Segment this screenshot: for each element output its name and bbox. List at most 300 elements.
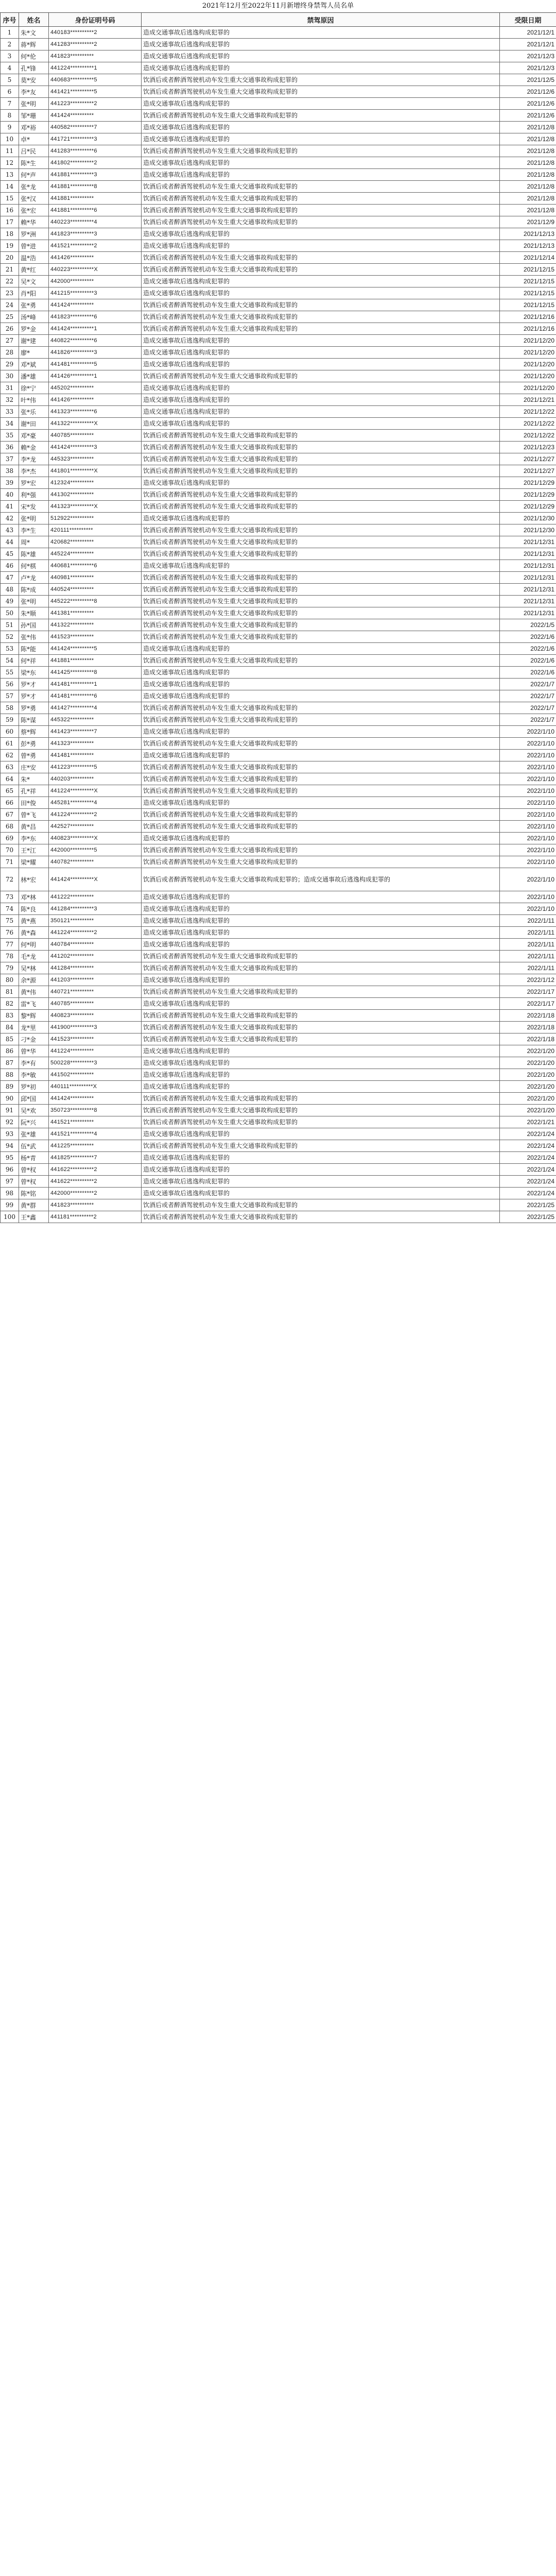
table-row [1, 193, 556, 205]
table-row [1, 915, 556, 927]
cell-date: 2021/12/5 [500, 74, 556, 86]
cell-name: 吴*文 [19, 276, 49, 287]
cell-date: 2021/12/29 [500, 501, 556, 513]
table-row [1, 240, 556, 252]
cell-name: 吴*林 [19, 962, 49, 974]
cell-name: 蒋*辉 [19, 39, 49, 50]
cell-date: 2021/12/13 [500, 228, 556, 240]
cell-seq: 2 [1, 39, 19, 50]
cell-reason: 造成交通事故后逃逸构成犯罪的 [142, 27, 500, 39]
table-row [1, 1093, 556, 1105]
cell-seq: 92 [1, 1116, 19, 1128]
cell-reason: 饮酒后或者醉酒驾驶机动车发生重大交通事故构成犯罪的 [142, 607, 500, 619]
cell-date: 2022/1/10 [500, 785, 556, 797]
cell-id-number: 440111**********X [49, 1081, 142, 1093]
cell-reason: 造成交通事故后逃逸构成犯罪的 [142, 643, 500, 655]
cell-seq: 6 [1, 86, 19, 98]
cell-reason: 造成交通事故后逃逸构成犯罪的 [142, 998, 500, 1010]
cell-reason: 造成交通事故后逃逸构成犯罪的 [142, 667, 500, 679]
cell-date: 2022/1/6 [500, 655, 556, 667]
cell-name: 邹*珊 [19, 110, 49, 122]
cell-seq: 88 [1, 1069, 19, 1081]
cell-seq: 34 [1, 418, 19, 430]
cell-id-number: 441801**********X [49, 465, 142, 477]
cell-name: 张*明 [19, 596, 49, 607]
cell-seq: 62 [1, 750, 19, 761]
cell-id-number: 441225********** [49, 1140, 142, 1152]
cell-reason: 饮酒后或者醉酒驾驶机动车发生重大交通事故构成犯罪的 [142, 655, 500, 667]
cell-date: 2022/1/24 [500, 1152, 556, 1164]
cell-name: 黄*群 [19, 1199, 49, 1211]
cell-date: 2022/1/10 [500, 809, 556, 821]
cell-seq: 7 [1, 98, 19, 110]
cell-reason: 造成交通事故后逃逸构成犯罪的 [142, 1045, 500, 1057]
table-row [1, 276, 556, 287]
cell-reason: 造成交通事故后逃逸构成犯罪的 [142, 679, 500, 690]
table-row [1, 761, 556, 773]
cell-id-number: 441802**********2 [49, 157, 142, 169]
cell-name: 庄*安 [19, 761, 49, 773]
cell-reason: 造成交通事故后逃逸构成犯罪的 [142, 98, 500, 110]
cell-date: 2021/12/8 [500, 122, 556, 133]
cell-name: 李*有 [19, 1057, 49, 1069]
cell-reason: 饮酒后或者醉酒驾驶机动车发生重大交通事故构成犯罪的 [142, 572, 500, 584]
cell-date: 2022/1/11 [500, 915, 556, 927]
cell-date: 2021/12/31 [500, 548, 556, 560]
table-row [1, 181, 556, 193]
cell-name: 罗*宏 [19, 477, 49, 489]
table-row [1, 86, 556, 98]
table-row [1, 951, 556, 962]
cell-date: 2022/1/10 [500, 891, 556, 903]
cell-date: 2022/1/7 [500, 702, 556, 714]
cell-date: 2022/1/20 [500, 1069, 556, 1081]
cell-seq: 86 [1, 1045, 19, 1057]
cell-name: 林*宏 [19, 868, 49, 891]
table-header [1, 13, 556, 27]
header-row [1, 13, 556, 27]
cell-name: 张*龙 [19, 181, 49, 193]
cell-seq: 83 [1, 1010, 19, 1022]
cell-id-number: 441424********** [49, 1093, 142, 1105]
cell-date: 2021/12/27 [500, 453, 556, 465]
cell-seq: 66 [1, 797, 19, 809]
cell-seq: 68 [1, 821, 19, 833]
cell-name: 李*杰 [19, 465, 49, 477]
cell-reason: 造成交通事故后逃逸构成犯罪的 [142, 974, 500, 986]
table-row [1, 1188, 556, 1199]
cell-reason: 饮酒后或者醉酒驾驶机动车发生重大交通事故构成犯罪的 [142, 489, 500, 501]
cell-name: 孔*祥 [19, 785, 49, 797]
cell-reason: 饮酒后或者醉酒驾驶机动车发生重大交通事故构成犯罪的 [142, 1105, 500, 1116]
table-row [1, 110, 556, 122]
cell-id-number: 420111********** [49, 524, 142, 536]
cell-name: 蔡*辉 [19, 726, 49, 738]
cell-name: 罗*洲 [19, 228, 49, 240]
cell-id-number: 500228**********3 [49, 1057, 142, 1069]
table-row [1, 1081, 556, 1093]
cell-seq: 81 [1, 986, 19, 998]
table-row [1, 702, 556, 714]
cell-name: 何*明 [19, 939, 49, 951]
cell-date: 2022/1/18 [500, 1033, 556, 1045]
table-row [1, 169, 556, 181]
cell-reason: 造成交通事故后逃逸构成犯罪的 [142, 477, 500, 489]
cell-id-number: 441322**********X [49, 418, 142, 430]
cell-date: 2021/12/31 [500, 572, 556, 584]
cell-seq: 56 [1, 679, 19, 690]
cell-reason: 饮酒后或者醉酒驾驶机动车发生重大交通事故构成犯罪的 [142, 311, 500, 323]
cell-seq: 98 [1, 1188, 19, 1199]
cell-id-number: 441224**********2 [49, 927, 142, 939]
table-row [1, 1022, 556, 1033]
cell-id-number: 441222********** [49, 891, 142, 903]
cell-date: 2022/1/24 [500, 1164, 556, 1176]
cell-name: 李*东 [19, 833, 49, 844]
cell-seq: 12 [1, 157, 19, 169]
cell-name: 梁*东 [19, 667, 49, 679]
cell-seq: 94 [1, 1140, 19, 1152]
cell-name: 毛*龙 [19, 951, 49, 962]
cell-id-number: 441881**********6 [49, 205, 142, 216]
table-row [1, 962, 556, 974]
cell-id-number: 441622**********2 [49, 1176, 142, 1188]
cell-date: 2021/12/8 [500, 181, 556, 193]
table-row [1, 477, 556, 489]
table-row [1, 797, 556, 809]
cell-seq: 80 [1, 974, 19, 986]
cell-id-number: 441825**********7 [49, 1152, 142, 1164]
cell-seq: 22 [1, 276, 19, 287]
cell-seq: 47 [1, 572, 19, 584]
cell-name: 何*棋 [19, 560, 49, 572]
cell-id-number: 440524********** [49, 584, 142, 596]
cell-seq: 17 [1, 216, 19, 228]
cell-seq: 46 [1, 560, 19, 572]
cell-id-number: 441521********** [49, 1116, 142, 1128]
cell-id-number: 441721**********3 [49, 133, 142, 145]
cell-reason: 饮酒后或者醉酒驾驶机动车发生重大交通事故构成犯罪的；造成交通事故后逃逸构成犯罪的 [142, 868, 500, 891]
cell-reason: 造成交通事故后逃逸构成犯罪的 [142, 240, 500, 252]
table-row [1, 157, 556, 169]
cell-reason: 造成交通事故后逃逸构成犯罪的 [142, 228, 500, 240]
cell-seq: 33 [1, 406, 19, 418]
cell-name: 叶*伟 [19, 394, 49, 406]
cell-reason: 饮酒后或者醉酒驾驶机动车发生重大交通事故构成犯罪的 [142, 1199, 500, 1211]
cell-date: 2021/12/31 [500, 596, 556, 607]
cell-name: 李*生 [19, 524, 49, 536]
table-row [1, 690, 556, 702]
cell-id-number: 441481**********6 [49, 690, 142, 702]
cell-date: 2022/1/10 [500, 903, 556, 915]
cell-id-number: 442527********** [49, 821, 142, 833]
cell-name: 朱* [19, 773, 49, 785]
table-row [1, 27, 556, 39]
cell-name: 罗*金 [19, 323, 49, 335]
cell-seq: 51 [1, 619, 19, 631]
cell-date: 2021/12/30 [500, 524, 556, 536]
cell-id-number: 440785********** [49, 430, 142, 442]
cell-seq: 30 [1, 370, 19, 382]
cell-name: 陈*铭 [19, 1188, 49, 1199]
cell-reason: 造成交通事故后逃逸构成犯罪的 [142, 1057, 500, 1069]
table-row [1, 868, 556, 891]
cell-id-number: 441521**********2 [49, 240, 142, 252]
header-date: 受限日期 [500, 13, 556, 27]
cell-id-number: 441224********** [49, 1045, 142, 1057]
cell-id-number: 440681**********6 [49, 560, 142, 572]
header-id: 身份证明号码 [49, 13, 142, 27]
cell-reason: 饮酒后或者醉酒驾驶机动车发生重大交通事故构成犯罪的 [142, 596, 500, 607]
cell-id-number: 441481********** [49, 750, 142, 761]
table-row [1, 1116, 556, 1128]
cell-seq: 61 [1, 738, 19, 750]
table-row [1, 418, 556, 430]
cell-reason: 饮酒后或者醉酒驾驶机动车发生重大交通事故构成犯罪的 [142, 86, 500, 98]
cell-seq: 69 [1, 833, 19, 844]
cell-name: 邱*国 [19, 1093, 49, 1105]
cell-id-number: 441823**********3 [49, 228, 142, 240]
cell-id-number: 441826**********3 [49, 347, 142, 359]
cell-id-number: 441202********** [49, 951, 142, 962]
cell-id-number: 445281**********4 [49, 797, 142, 809]
cell-name: 汤*峰 [19, 311, 49, 323]
cell-seq: 9 [1, 122, 19, 133]
cell-name: 朱*顺 [19, 607, 49, 619]
cell-id-number: 441426**********1 [49, 370, 142, 382]
cell-id-number: 441323**********X [49, 501, 142, 513]
cell-seq: 19 [1, 240, 19, 252]
table-row [1, 548, 556, 560]
cell-name: 黄*燕 [19, 915, 49, 927]
cell-reason: 饮酒后或者醉酒驾驶机动车发生重大交通事故构成犯罪的 [142, 821, 500, 833]
cell-id-number: 441284********** [49, 962, 142, 974]
table-row [1, 833, 556, 844]
cell-seq: 53 [1, 643, 19, 655]
cell-name: 徐*宁 [19, 382, 49, 394]
cell-name: 张*勇 [19, 299, 49, 311]
cell-date: 2022/1/17 [500, 986, 556, 998]
cell-reason: 饮酒后或者醉酒驾驶机动车发生重大交通事故构成犯罪的 [142, 430, 500, 442]
table-row [1, 1140, 556, 1152]
cell-name: 张*宏 [19, 205, 49, 216]
cell-seq: 21 [1, 264, 19, 276]
cell-name: 陈*生 [19, 157, 49, 169]
cell-date: 2021/12/8 [500, 205, 556, 216]
cell-name: 何*祥 [19, 655, 49, 667]
cell-name: 曾*飞 [19, 809, 49, 821]
cell-id-number: 441381********** [49, 607, 142, 619]
table-row [1, 998, 556, 1010]
cell-date: 2022/1/18 [500, 1022, 556, 1033]
cell-seq: 48 [1, 584, 19, 596]
cell-reason: 饮酒后或者醉酒驾驶机动车发生重大交通事故构成犯罪的 [142, 785, 500, 797]
cell-date: 2021/12/20 [500, 359, 556, 370]
table-row [1, 809, 556, 821]
cell-name: 李*友 [19, 86, 49, 98]
cell-name: 李*敏 [19, 1069, 49, 1081]
cell-id-number: 441323********** [49, 738, 142, 750]
cell-date: 2022/1/25 [500, 1199, 556, 1211]
cell-name: 王*鑫 [19, 1211, 49, 1223]
cell-name: 朱*文 [19, 27, 49, 39]
cell-reason: 饮酒后或者醉酒驾驶机动车发生重大交通事故构成犯罪的 [142, 631, 500, 643]
table-row [1, 287, 556, 299]
cell-seq: 25 [1, 311, 19, 323]
cell-seq: 28 [1, 347, 19, 359]
cell-name: 潘*雄 [19, 370, 49, 382]
table-row [1, 596, 556, 607]
cell-id-number: 441823**********6 [49, 311, 142, 323]
table-row [1, 891, 556, 903]
cell-reason: 饮酒后或者醉酒驾驶机动车发生重大交通事故构成犯罪的 [142, 714, 500, 726]
cell-name: 罗*才 [19, 690, 49, 702]
table-row [1, 1199, 556, 1211]
cell-reason: 造成交通事故后逃逸构成犯罪的 [142, 50, 500, 62]
cell-name: 温*浩 [19, 252, 49, 264]
cell-seq: 67 [1, 809, 19, 821]
cell-date: 2022/1/10 [500, 856, 556, 868]
table-row [1, 205, 556, 216]
cell-reason: 饮酒后或者醉酒驾驶机动车发生重大交通事故构成犯罪的 [142, 1140, 500, 1152]
cell-id-number: 441421**********5 [49, 86, 142, 98]
cell-id-number: 441881**********8 [49, 181, 142, 193]
cell-date: 2022/1/11 [500, 927, 556, 939]
cell-date: 2021/12/6 [500, 98, 556, 110]
cell-id-number: 441424**********3 [49, 442, 142, 453]
cell-name: 陈*能 [19, 643, 49, 655]
cell-id-number: 441425**********8 [49, 667, 142, 679]
cell-reason: 造成交通事故后逃逸构成犯罪的 [142, 726, 500, 738]
cell-seq: 99 [1, 1199, 19, 1211]
cell-date: 2021/12/16 [500, 311, 556, 323]
cell-name: 宋*发 [19, 501, 49, 513]
cell-seq: 52 [1, 631, 19, 643]
cell-name: 肖*阳 [19, 287, 49, 299]
cell-id-number: 441427**********4 [49, 702, 142, 714]
table-row [1, 844, 556, 856]
cell-date: 2022/1/7 [500, 714, 556, 726]
cell-seq: 49 [1, 596, 19, 607]
cell-reason: 造成交通事故后逃逸构成犯罪的 [142, 394, 500, 406]
cell-id-number: 442000********** [49, 276, 142, 287]
cell-date: 2021/12/9 [500, 216, 556, 228]
cell-date: 2021/12/21 [500, 394, 556, 406]
table-row [1, 406, 556, 418]
cell-id-number: 441323**********6 [49, 406, 142, 418]
cell-date: 2022/1/20 [500, 1093, 556, 1105]
cell-date: 2021/12/29 [500, 477, 556, 489]
cell-date: 2022/1/10 [500, 868, 556, 891]
cell-date: 2021/12/8 [500, 157, 556, 169]
cell-reason: 造成交通事故后逃逸构成犯罪的 [142, 1176, 500, 1188]
cell-date: 2022/1/25 [500, 1211, 556, 1223]
table-row [1, 631, 556, 643]
cell-name: 雷*飞 [19, 998, 49, 1010]
cell-date: 2021/12/14 [500, 252, 556, 264]
cell-seq: 10 [1, 133, 19, 145]
cell-date: 2021/12/13 [500, 240, 556, 252]
table-row [1, 524, 556, 536]
cell-id-number: 440823**********X [49, 833, 142, 844]
table-row [1, 382, 556, 394]
cell-name: 伍*武 [19, 1140, 49, 1152]
table-row [1, 489, 556, 501]
table-row [1, 122, 556, 133]
cell-id-number: 441426********** [49, 252, 142, 264]
cell-date: 2022/1/11 [500, 939, 556, 951]
cell-id-number: 441521**********4 [49, 1128, 142, 1140]
cell-id-number: 440223**********4 [49, 216, 142, 228]
cell-seq: 93 [1, 1128, 19, 1140]
cell-reason: 造成交通事故后逃逸构成犯罪的 [142, 287, 500, 299]
table-row [1, 1105, 556, 1116]
table-row [1, 442, 556, 453]
table-row [1, 453, 556, 465]
cell-reason: 饮酒后或者醉酒驾驶机动车发生重大交通事故构成犯罪的 [142, 856, 500, 868]
cell-reason: 饮酒后或者醉酒驾驶机动车发生重大交通事故构成犯罪的 [142, 962, 500, 974]
cell-seq: 50 [1, 607, 19, 619]
cell-date: 2021/12/20 [500, 335, 556, 347]
cell-date: 2022/1/18 [500, 1010, 556, 1022]
table-row [1, 394, 556, 406]
cell-reason: 造成交通事故后逃逸构成犯罪的 [142, 939, 500, 951]
cell-date: 2022/1/20 [500, 1057, 556, 1069]
table-row [1, 465, 556, 477]
cell-reason: 造成交通事故后逃逸构成犯罪的 [142, 903, 500, 915]
cell-seq: 18 [1, 228, 19, 240]
cell-name: 罗*初 [19, 1081, 49, 1093]
cell-date: 2022/1/5 [500, 619, 556, 631]
cell-name: 何*声 [19, 169, 49, 181]
cell-seq: 13 [1, 169, 19, 181]
table-row [1, 607, 556, 619]
table-row [1, 903, 556, 915]
cell-name: 罗*勇 [19, 702, 49, 714]
cell-seq: 76 [1, 927, 19, 939]
table-row [1, 62, 556, 74]
cell-id-number: 441881********** [49, 655, 142, 667]
cell-id-number: 441823********** [49, 50, 142, 62]
cell-seq: 90 [1, 1093, 19, 1105]
cell-reason: 造成交通事故后逃逸构成犯罪的 [142, 797, 500, 809]
table-row [1, 501, 556, 513]
cell-seq: 40 [1, 489, 19, 501]
cell-date: 2021/12/6 [500, 110, 556, 122]
table-row [1, 1164, 556, 1176]
cell-date: 2022/1/6 [500, 631, 556, 643]
cell-date: 2021/12/15 [500, 299, 556, 311]
table-row [1, 750, 556, 761]
cell-date: 2021/12/31 [500, 584, 556, 596]
cell-date: 2022/1/6 [500, 643, 556, 655]
cell-id-number: 441523********** [49, 631, 142, 643]
cell-id-number: 441224**********1 [49, 62, 142, 74]
table-row [1, 974, 556, 986]
cell-seq: 27 [1, 335, 19, 347]
cell-id-number: 440822**********6 [49, 335, 142, 347]
cell-id-number: 441481**********5 [49, 359, 142, 370]
cell-seq: 31 [1, 382, 19, 394]
cell-reason: 造成交通事故后逃逸构成犯罪的 [142, 157, 500, 169]
cell-reason: 饮酒后或者醉酒驾驶机动车发生重大交通事故构成犯罪的 [142, 809, 500, 821]
cell-date: 2022/1/10 [500, 833, 556, 844]
cell-date: 2022/1/10 [500, 738, 556, 750]
cell-seq: 32 [1, 394, 19, 406]
cell-id-number: 440223**********X [49, 264, 142, 276]
cell-seq: 23 [1, 287, 19, 299]
table-row [1, 359, 556, 370]
